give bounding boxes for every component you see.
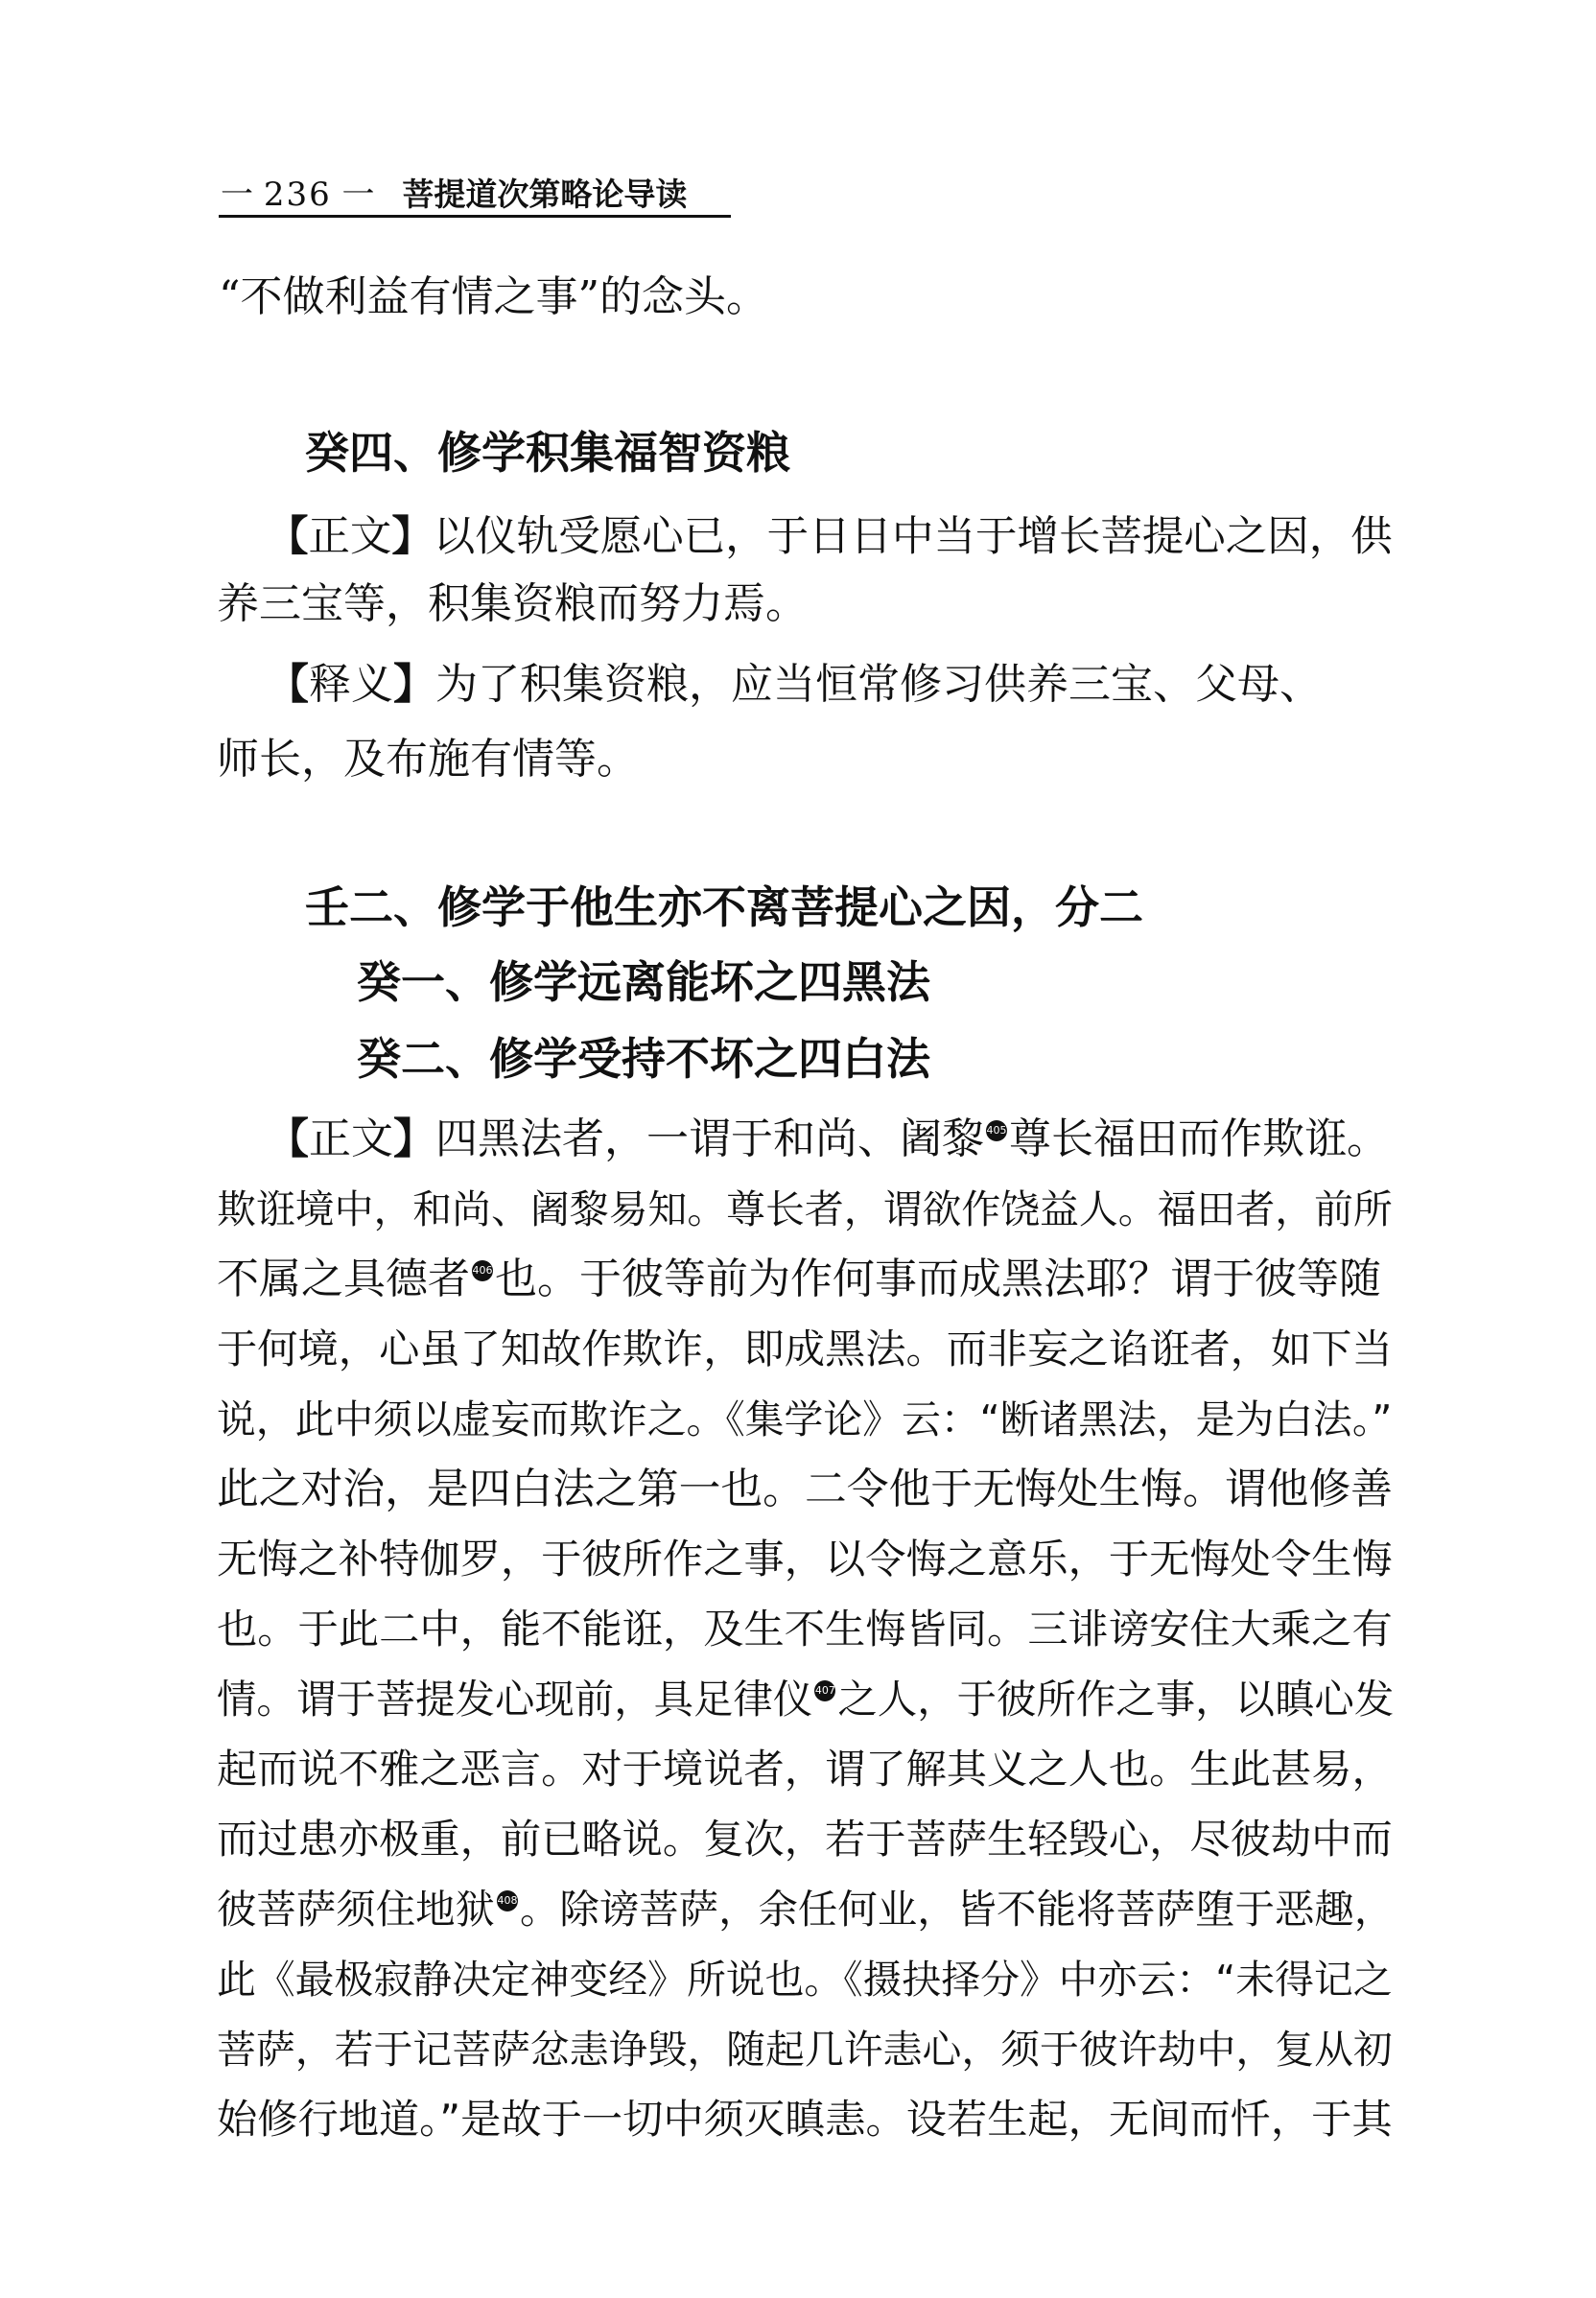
footnote-marker: 407 bbox=[814, 1680, 835, 1701]
paragraph-line: 师长，及布施有情等。 bbox=[217, 735, 639, 784]
section-heading: 壬二、修学于他生亦不离菩提心之因，分二 bbox=[305, 881, 1143, 933]
paragraph-line: 菩萨，若于记菩萨忿恚诤毁，随起几许恚心，须于彼许劫中，复从初 bbox=[217, 2027, 1393, 2073]
page-number: 236 bbox=[263, 176, 332, 214]
bracket-close: 】 bbox=[391, 513, 434, 561]
text-line: “不做利益有情之事”的念头。 bbox=[219, 272, 768, 321]
footnote-marker: 408 bbox=[497, 1890, 518, 1911]
zhengwen-label: 正文 bbox=[308, 513, 392, 561]
paragraph-line: 于何境，心虽了知故作欺诈，即成黑法。而非妄之谄诳者，如下当 bbox=[217, 1325, 1393, 1372]
paragraph-line: 始修行地道。”是故于一切中须灭瞋恚。设若生起，无间而忏，于其 bbox=[217, 2096, 1393, 2143]
paragraph-line: 起而说不雅之恶言。对于境说者，谓了解其义之人也。生此甚易， bbox=[217, 1746, 1393, 1793]
paragraph-line: 此《最极寂静决定神变经》所说也。《摄抉择分》中亦云：“未得记之 bbox=[217, 1957, 1393, 2003]
text-run: 情。谓于菩提发心现前，具足律仪 bbox=[217, 1677, 813, 1723]
paragraph-line: 也。于此二中，能不能诳，及生不生悔皆同。三诽谤安住大乘之有 bbox=[217, 1606, 1393, 1653]
text-run: 之人，于彼所作之事，以瞋心发 bbox=[837, 1677, 1395, 1723]
header-dash-right: 一 bbox=[341, 176, 375, 214]
paragraph-line: 欺诳境中，和尚、阇黎易知。尊长者，谓欲作饶益人。福田者，前所 bbox=[217, 1186, 1393, 1232]
paragraph-line: 说，此中须以虚妄而欺诈之。《集学论》云：“断诸黑法，是为白法。” bbox=[217, 1396, 1393, 1442]
paragraph-line bbox=[267, 510, 1393, 564]
shiyi-label: 释义 bbox=[309, 660, 393, 709]
text-run: 彼菩萨须住地狱 bbox=[217, 1887, 495, 1933]
paragraph-line: 而过患亦极重，前已略说。复次，若于菩萨生轻毁心，尽彼劫中而 bbox=[217, 1816, 1393, 1863]
bracket-close: 】 bbox=[393, 660, 435, 709]
bracket-open: 【 bbox=[267, 513, 309, 561]
paragraph-line: 无悔之补特伽罗，于彼所作之事，以令悔之意乐，于无悔处令生悔 bbox=[217, 1536, 1393, 1583]
bracket-open: 【 bbox=[267, 660, 309, 709]
paragraph-line: 养三宝等，积集资粮而努力焉。 bbox=[217, 579, 808, 628]
paragraph-line bbox=[217, 1253, 1381, 1306]
text-run: 不属之具德者 bbox=[217, 1255, 470, 1303]
subsection-heading: 癸一、修学远离能坏之四黑法 bbox=[357, 956, 930, 1008]
bracket-close: 】 bbox=[393, 1114, 435, 1163]
text-run: 。除谤菩萨，余任何业，皆不能将菩萨堕于恶趣， bbox=[519, 1887, 1395, 1933]
running-header bbox=[221, 168, 729, 215]
text-run: 也。于彼等前为作何事而成黑法耶？谓于彼等随 bbox=[495, 1255, 1381, 1303]
paragraph-line bbox=[217, 1673, 1394, 1726]
footnote-marker: 406 bbox=[472, 1260, 493, 1281]
bracket-open: 【 bbox=[267, 1114, 309, 1163]
zhengwen-label: 正文 bbox=[309, 1114, 393, 1163]
paragraph-line bbox=[217, 1883, 1394, 1936]
header-dash-left: 一 bbox=[221, 176, 253, 214]
text-run: 尊长福田而作欺诳。 bbox=[1009, 1114, 1389, 1163]
text-run: 以仪轨受愿心已，于日日中当于增长菩提心之因，供 bbox=[433, 513, 1393, 561]
text-run: 四黑法者，一谓于和尚、阇黎 bbox=[435, 1114, 984, 1163]
subsection-heading: 癸二、修学受持不坏之四白法 bbox=[357, 1033, 930, 1085]
book-title: 菩提道次第略论导读 bbox=[402, 176, 688, 213]
section-heading: 癸四、修学积集福智资粮 bbox=[305, 427, 790, 479]
paragraph-line bbox=[267, 1113, 1389, 1166]
paragraph-line: 此之对治，是四白法之第一也。二令他于无悔处生悔。谓他修善 bbox=[217, 1465, 1393, 1513]
footnote-marker: 405 bbox=[986, 1120, 1007, 1141]
header-rule bbox=[219, 215, 731, 218]
text-run: 为了积集资粮，应当恒常修习供养三宝、父母、 bbox=[435, 660, 1322, 709]
paragraph-line bbox=[267, 658, 1322, 712]
